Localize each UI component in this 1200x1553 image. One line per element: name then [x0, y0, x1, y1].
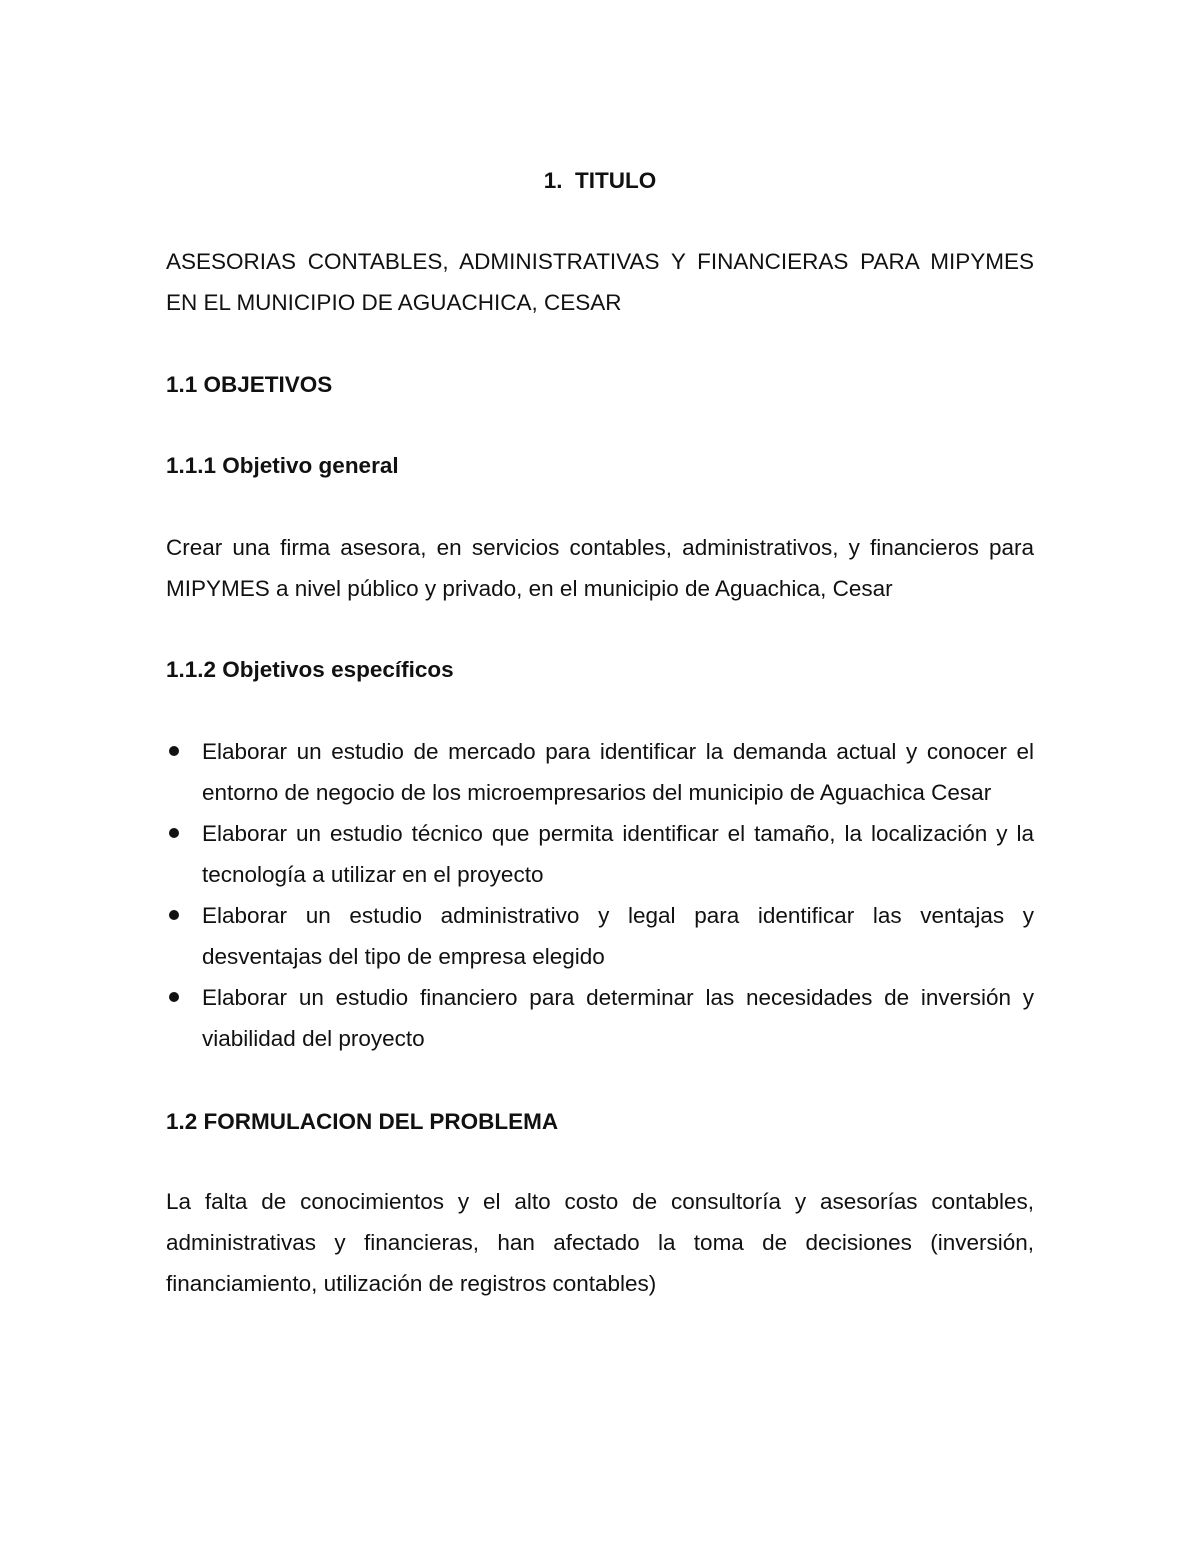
heading-objetivos: 1.1 OBJETIVOS	[166, 372, 333, 397]
list-item-text: Elaborar un estudio técnico que permita identificar el tamaño, la localización y la tecnología a utilizar en el proyecto	[202, 821, 1034, 887]
heading-objetivo-general: 1.1.1 Objetivo general	[166, 453, 399, 478]
objetivos-especificos-list	[166, 731, 1034, 1059]
list-item	[166, 895, 1034, 977]
heading-objetivos-especificos: 1.1.2 Objetivos específicos	[166, 657, 454, 682]
section-title-text: TITULO	[575, 168, 657, 193]
bullet-icon	[169, 828, 179, 838]
list-item	[166, 731, 1034, 813]
list-item	[166, 813, 1034, 895]
bullet-icon	[169, 910, 179, 920]
formulacion-problema-text: La falta de conocimientos y el alto costo de consultoría y asesorías contables, administrativas y financieras, han afectado la toma de decisiones (inversión, financiamiento, utilización de registros contables)	[166, 1189, 1034, 1296]
objetivo-general-text: Crear una firma asesora, en servicios contables, administrativos, y financieros para MIPYMES a nivel público y privado, en el municipio de Aguachica, Cesar	[166, 535, 1034, 601]
bullet-icon	[169, 992, 179, 1002]
heading-formulacion-problema: 1.2 FORMULACION DEL PROBLEMA	[166, 1109, 559, 1134]
list-item	[166, 977, 1034, 1059]
document-page	[166, 0, 1034, 1553]
section-title	[166, 160, 1034, 201]
list-item-text: Elaborar un estudio financiero para determinar las necesidades de inversión y viabilidad del proyecto	[202, 985, 1034, 1051]
list-item-text: Elaborar un estudio administrativo y legal para identificar las ventajas y desventajas del tipo de empresa elegido	[202, 903, 1034, 969]
section-number: 1.	[543, 168, 563, 193]
project-title: ASESORIAS CONTABLES, ADMINISTRATIVAS Y FINANCIERAS PARA MIPYMES EN EL MUNICIPIO DE AGUACHICA, CESAR	[166, 249, 1034, 315]
list-item-text: Elaborar un estudio de mercado para identificar la demanda actual y conocer el entorno de negocio de los microempresarios del municipio de Aguachica Cesar	[202, 739, 1034, 805]
bullet-icon	[169, 746, 179, 756]
